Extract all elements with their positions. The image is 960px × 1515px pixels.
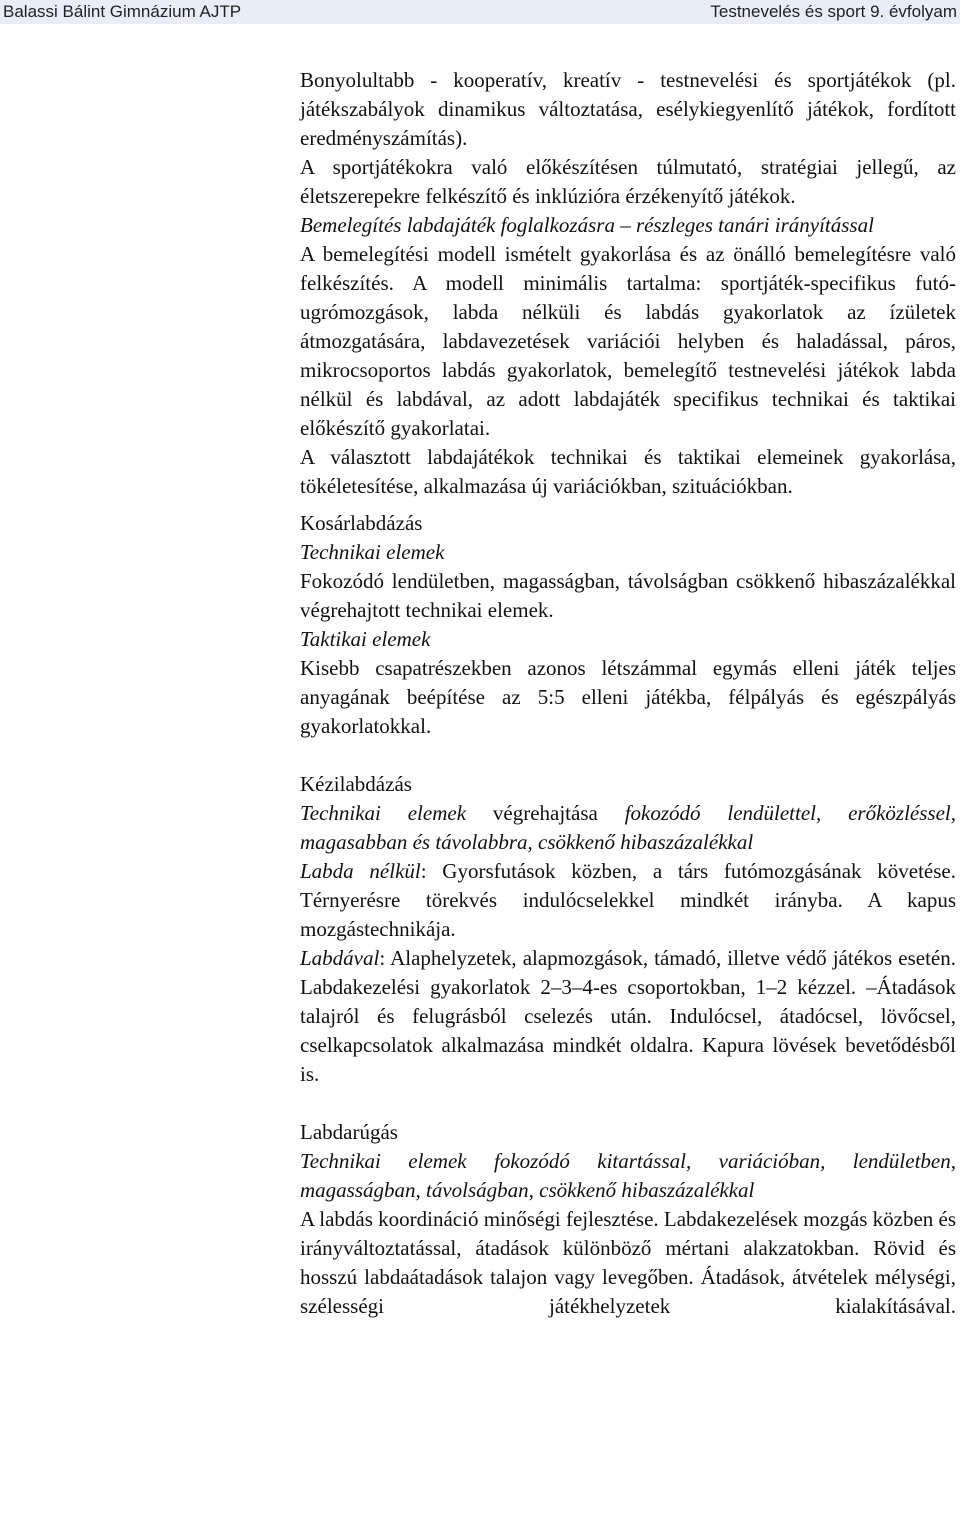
basketball-tact-label-text: Taktikai elemek [300,627,431,651]
intro-paragraph-1: Bonyolultabb - kooperatív, kreatív - testnevelési és sportjátékok (pl. játékszabályok dinamikus változtatása, esélykiegyenlítő játékok, fordított eredményszámítás). [300,68,956,150]
basketball-tech-label-text: Technikai elemek [300,540,445,564]
basketball-tact-label [300,625,956,654]
handball-no-ball-text: : Gyorsfutások közben, a társ futómozgásának követése. Térnyerésre törekvés indulócselekkel mindkét irányba. A kapus mozgástechnikája. [300,859,956,941]
handball-no-ball-label: Labda nélkül [300,859,421,883]
warmup-heading [300,211,956,240]
handball-tech-a: Technikai elemek [300,801,467,825]
document-body [300,66,956,1321]
handball-title: Kézilabdázás [300,772,412,796]
intro-paragraph-2: A sportjátékokra való előkészítésen túlmutató, stratégiai jellegű, az életszerepekre felkészítő és inklúzióra érzékenyítő játékok. [300,155,956,208]
handball-tech-b: végrehajtása [466,801,625,825]
football-tech [300,1147,956,1205]
football-text: A labdás koordináció minőségi fejlesztése. Labdakezelések mozgás közben és irányváltoztatással, átadások különböző mértani alakzatokban. Rövid és hosszú labdaátadások talajon vagy levegőben. Átadások, átvételek mélységi, szélességi játékhelyzetek kialakításával. [300,1207,957,1318]
warmup-paragraph-1: A bemelegítési modell ismételt gyakorlása és az önálló bemelegítésre való felkészítés. A modell minimális tartalma: sportjáték-specifikus futó-ugrómozgások, labda nélküli és labdás gyakorlatok az ízületek átmozgatására, labdavezetések variációi helyben és haladással, páros, mikrocsoportos labdás gyakorlatok, bemelegítő testnevelési játékok labda nélkül és labdával, az adott labdajáték specifikus technikai és taktikai előkészítő gyakorlatai. [300,242,956,440]
handball-no-ball [300,857,956,944]
basketball-tech-label [300,538,956,567]
football-title: Labdarúgás [300,1120,398,1144]
handball-ball [300,944,956,1089]
basketball-tech-text: Fokozódó lendületben, magasságban, távolságban csökkenő hibaszázalékkal végrehajtott technikai elemek. [300,569,956,622]
school-name: Balassi Bálint Gimnázium AJTP [3,2,242,21]
page-header [0,0,960,24]
warmup-paragraph-2: A választott labdajátékok technikai és taktikai elemeinek gyakorlása, tökéletesítése, alkalmazása új variációkban, szituációkban. [300,445,956,498]
handball-tech [300,799,956,857]
basketball-title: Kosárlabdázás [300,511,423,535]
handball-ball-text: : Alaphelyzetek, alapmozgások, támadó, illetve védő játékos esetén. Labdakezelési gyakorlatok 2–3–4-es csoportokban, 1–2 kézzel. –Átadások talajról és felugrásból cselezés után. Indulócsel, átadócsel, lövőcsel, cselkapcsolatok alkalmazása mindkét oldalra. Kapura lövések bevetődésből is. [300,946,956,1086]
handball-tech-c: fokozódó lendülettel, erőközléssel, magasabban és távolabbra, csökkenő hibaszázalékkal [300,801,956,854]
handball-ball-label: Labdával [300,946,380,970]
basketball-tact-text: Kisebb csapatrészekben azonos létszámmal egymás elleni játék teljes anyagának beépítése az 5:5 elleni játékba, félpályás és egészpályás gyakorlatokkal. [300,656,956,738]
warmup-heading-text: Bemelegítés labdajáték foglalkozásra – részleges tanári irányítással [300,213,874,237]
football-tech-text: Technikai elemek fokozódó kitartással, variációban, lendületben, magasságban, távolságban, csökkenő hibaszázalékkal [300,1149,956,1202]
course-title: Testnevelés és sport 9. évfolyam [710,2,957,21]
